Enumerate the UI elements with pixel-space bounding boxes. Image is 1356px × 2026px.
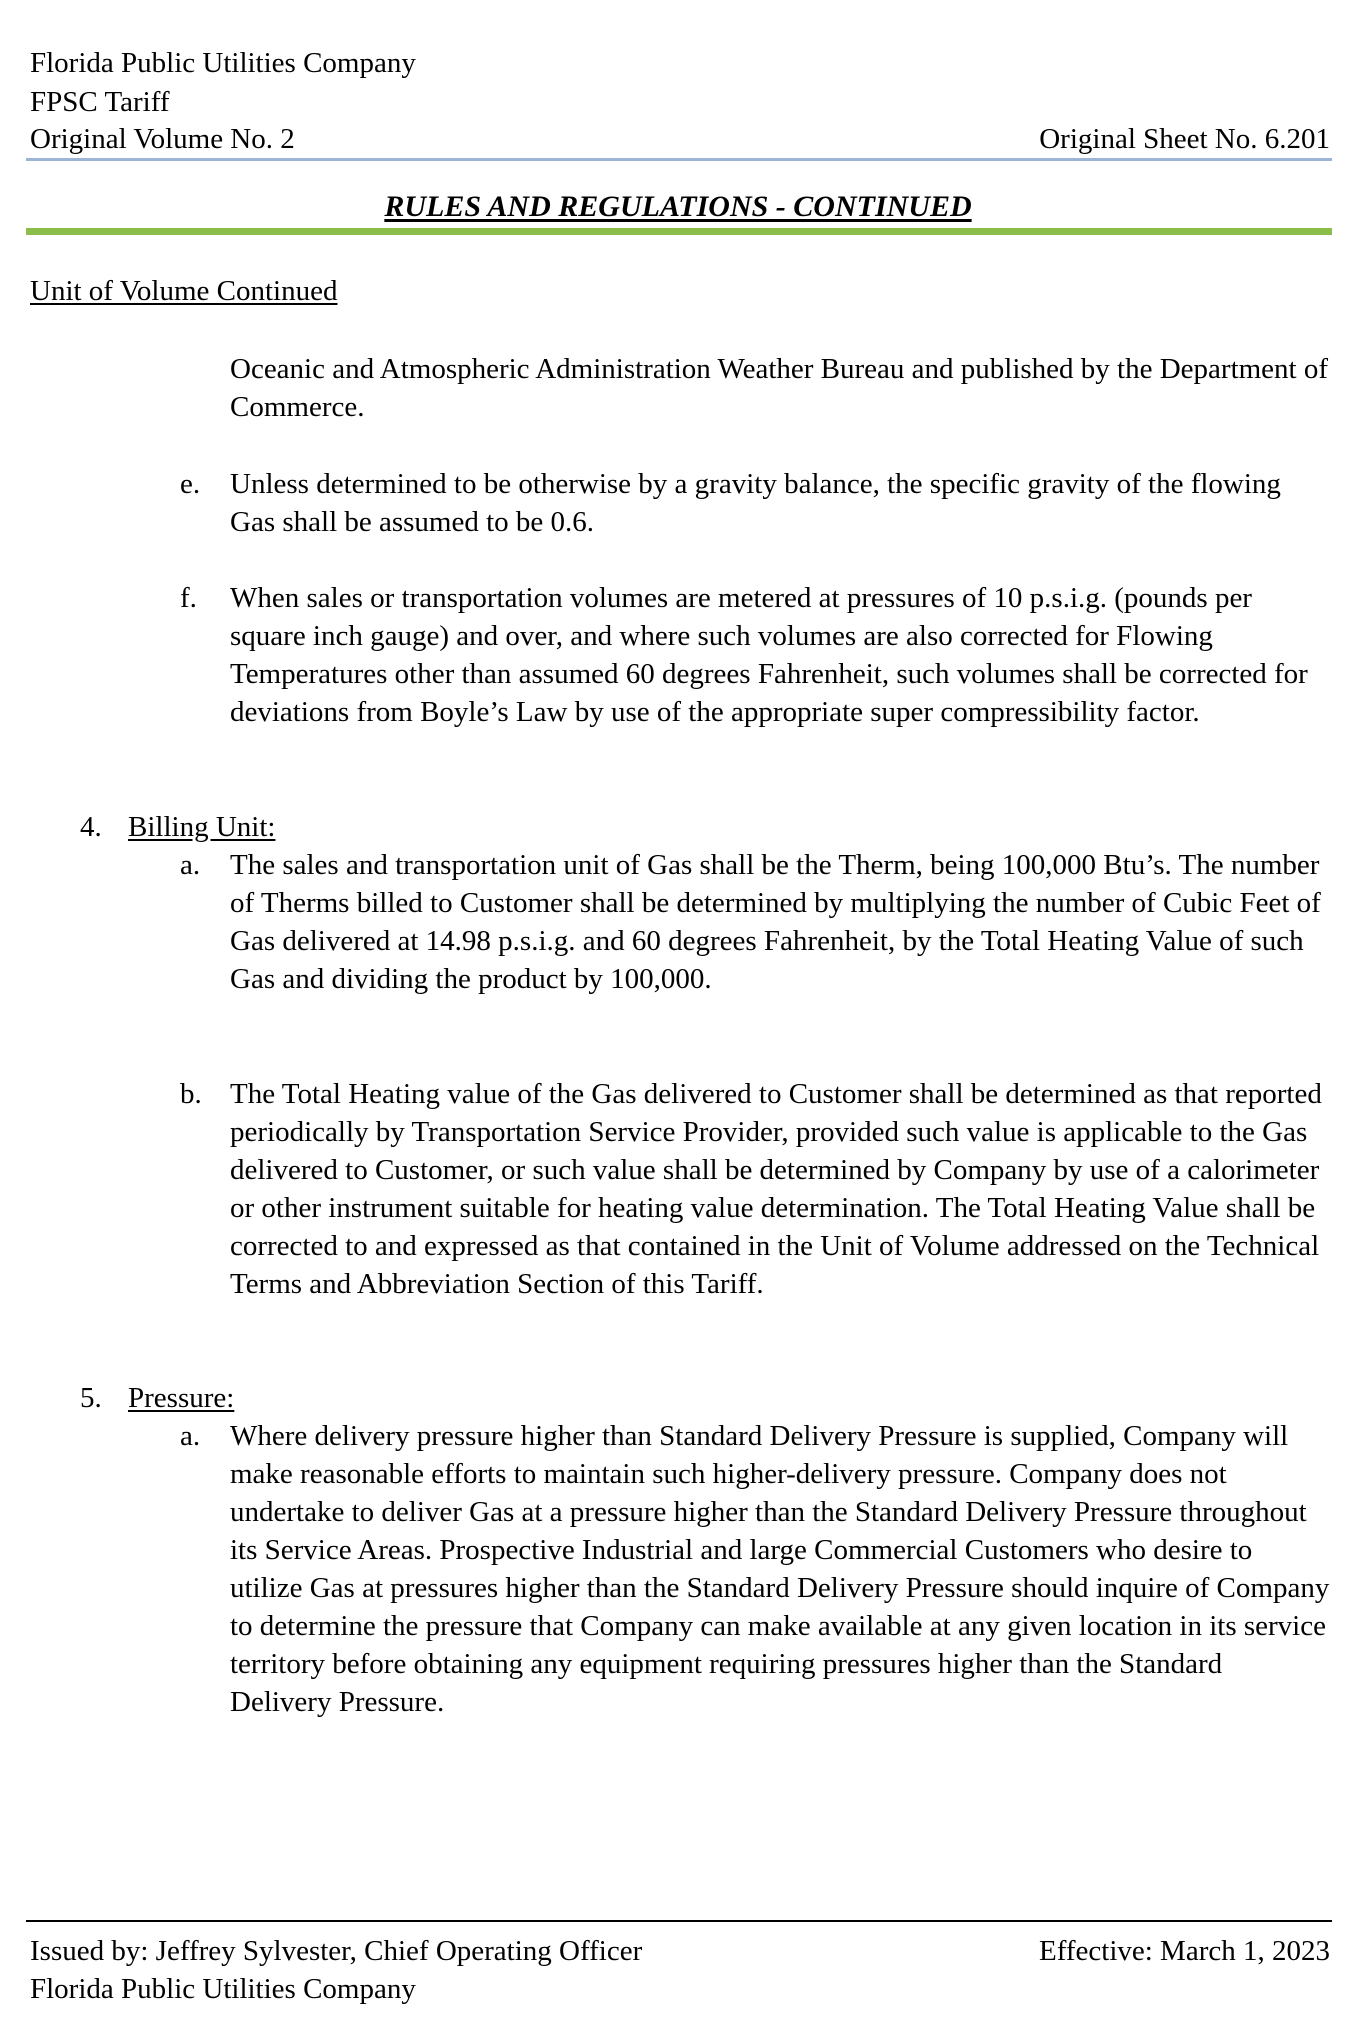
pressure-item-marker: a. bbox=[180, 1420, 201, 1452]
header-volume-row bbox=[30, 120, 1330, 158]
header-volume: Original Volume No. 2 bbox=[30, 123, 295, 155]
unit-item-marker: e. bbox=[180, 468, 201, 500]
header-company bbox=[30, 44, 1330, 82]
section-divider bbox=[26, 228, 1332, 235]
footer-company: Florida Public Utilities Company bbox=[30, 1973, 416, 2005]
footer-issued-by: Issued by: Jeffrey Sylvester, Chief Operating Officer bbox=[30, 1935, 643, 1967]
section-title: RULES AND REGULATIONS - CONTINUED bbox=[384, 190, 972, 223]
billing-item-text: The Total Heating value of the Gas delivered to Customer shall be determined as that reported periodically by Transportation Service Provider, provided such value is applicable to the Gas delivered to Customer, or such value shall be determined by Company by use of a calorimeter or other instrument suitable for heating value determination. The Total Heating Value shall be corrected to and expressed as that contained in the Unit of Volume addressed on the Technical Terms and Abbreviation Section of this Tariff. bbox=[230, 1078, 1322, 1300]
unit-item-text: Unless determined to be otherwise by a gravity balance, the specific gravity of the flowing Gas shall be assumed to be 0.6. bbox=[230, 468, 1281, 538]
billing-number: 4. bbox=[80, 811, 102, 843]
continued-heading: Unit of Volume Continued bbox=[30, 275, 338, 307]
header-divider bbox=[26, 158, 1332, 161]
unit-item-marker: f. bbox=[180, 582, 197, 614]
header-tariff bbox=[30, 83, 1330, 121]
header-tariff-text: FPSC Tariff bbox=[30, 86, 170, 118]
header-sheet-number: Original Sheet No. 6.201 bbox=[1039, 123, 1330, 155]
billing-item-marker: a. bbox=[180, 849, 201, 881]
pressure-item-text: Where delivery pressure higher than Standard Delivery Pressure is supplied, Company will make reasonable efforts to maintain such higher-delivery pressure. Company does not undertake to deliver Gas at a pressure higher than the Standard Delivery Pressure throughout its Service Areas. Prospective Industrial and large Commercial Customers who desire to utilize Gas at pressures higher than the Standard Delivery Pressure should inquire of Company to determine the pressure that Company can make available at any given location in its service territory before obtaining any equipment requiring pressures higher than the Standard Delivery Pressure. bbox=[230, 1420, 1330, 1718]
header-company-text: Florida Public Utilities Company bbox=[30, 47, 416, 79]
footer-divider bbox=[26, 1920, 1332, 1922]
pressure-title: Pressure: bbox=[128, 1382, 235, 1414]
billing-item-text: The sales and transportation unit of Gas shall be the Therm, being 100,000 Btu’s. The number of Therms billed to Customer shall be determined by multiplying the number of Cubic Feet of Gas delivered at 14.98 p.s.i.g. and 60 degrees Fahrenheit, by the Total Heating Value of such Gas and dividing the product by 100,000. bbox=[230, 849, 1321, 995]
continued-paragraph bbox=[230, 350, 1330, 426]
continued-text: Oceanic and Atmospheric Administration Weather Bureau and published by the Department of Commerce. bbox=[230, 353, 1329, 423]
footer-effective-date: Effective: March 1, 2023 bbox=[1039, 1935, 1330, 1967]
footer-issued-row bbox=[30, 1932, 1330, 1970]
footer-company-row bbox=[30, 1970, 1330, 2008]
pressure-number: 5. bbox=[80, 1382, 102, 1414]
billing-item-marker: b. bbox=[180, 1078, 202, 1110]
billing-title: Billing Unit: bbox=[128, 811, 276, 843]
unit-item-text: When sales or transportation volumes are metered at pressures of 10 p.s.i.g. (pounds per square inch gauge) and over, and where such volumes are also corrected for Flowing Temperatures other than assumed 60 degrees Fahrenheit, such volumes shall be corrected for deviations from Boyle’s Law by use of the appropriate super compressibility factor. bbox=[230, 582, 1308, 728]
